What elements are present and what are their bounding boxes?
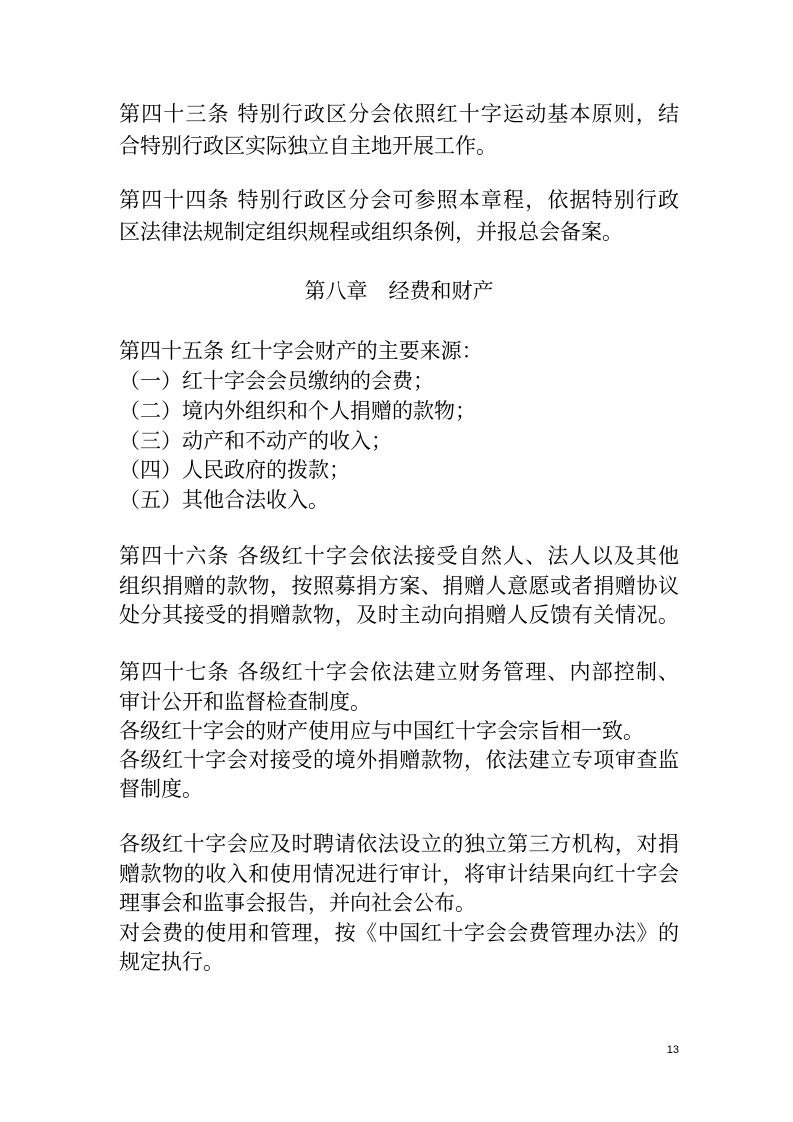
article-45-item-1: （一）红十字会会员缴纳的会费； (119, 369, 434, 393)
article-46-line-2: 组织捐赠的款物，按照募捐方案、捐赠人意愿或者捐赠协议 (119, 574, 679, 598)
article-45-item-4: （四）人民政府的拨款； (119, 458, 350, 482)
audit-paragraph-line-2: 赠款物的收入和使用情况进行审计，将审计结果向红十字会 (119, 862, 679, 886)
article-47-paragraph-2: 各级红十字会的财产使用应与中国红十字会宗旨相一致。 (119, 719, 644, 743)
audit-paragraph-line-3: 理事会和监事会报告，并向社会公布。 (119, 891, 476, 915)
fee-paragraph-line-1: 对会费的使用和管理，按《中国红十字会会费管理办法》的 (119, 921, 679, 945)
article-44-line-1: 第四十四条 特别行政区分会可参照本章程，依据特别行政 (119, 188, 679, 212)
article-43-line-1: 第四十三条 特别行政区分会依照红十字运动基本原则，结 (119, 102, 679, 126)
article-45-intro: 第四十五条 红十字会财产的主要来源： (119, 339, 483, 363)
fee-paragraph-line-2: 规定执行。 (119, 950, 224, 974)
article-47-paragraph-3-line-1: 各级红十字会对接受的境外捐赠款物，依法建立专项审查监 (119, 748, 679, 772)
article-47-line-1: 第四十七条 各级红十字会依法建立财务管理、内部控制、 (119, 660, 679, 684)
article-46-line-3: 处分其接受的捐赠款物，及时主动向捐赠人反馈有关情况。 (119, 603, 679, 627)
article-45-item-3: （三）动产和不动产的收入； (119, 429, 392, 453)
audit-paragraph-line-1: 各级红十字会应及时聘请依法设立的独立第三方机构，对捐 (119, 832, 679, 856)
article-46-line-1: 第四十六条 各级红十字会依法接受自然人、法人以及其他 (119, 544, 679, 568)
article-44-line-2: 区法律法规制定组织规程或组织条例，并报总会备案。 (119, 220, 623, 244)
chapter-heading: 第八章 经费和财产 (304, 279, 494, 303)
article-47-line-2: 审计公开和监督检查制度。 (119, 690, 371, 714)
article-45-item-2: （二）境内外组织和个人捐赠的款物； (119, 399, 476, 423)
article-43-line-2: 合特别行政区实际独立自主地开展工作。 (119, 134, 497, 158)
page-number: 13 (666, 1044, 679, 1056)
article-47-paragraph-3-line-2: 督制度。 (119, 777, 203, 801)
article-45-item-5: （五）其他合法收入。 (119, 488, 329, 512)
